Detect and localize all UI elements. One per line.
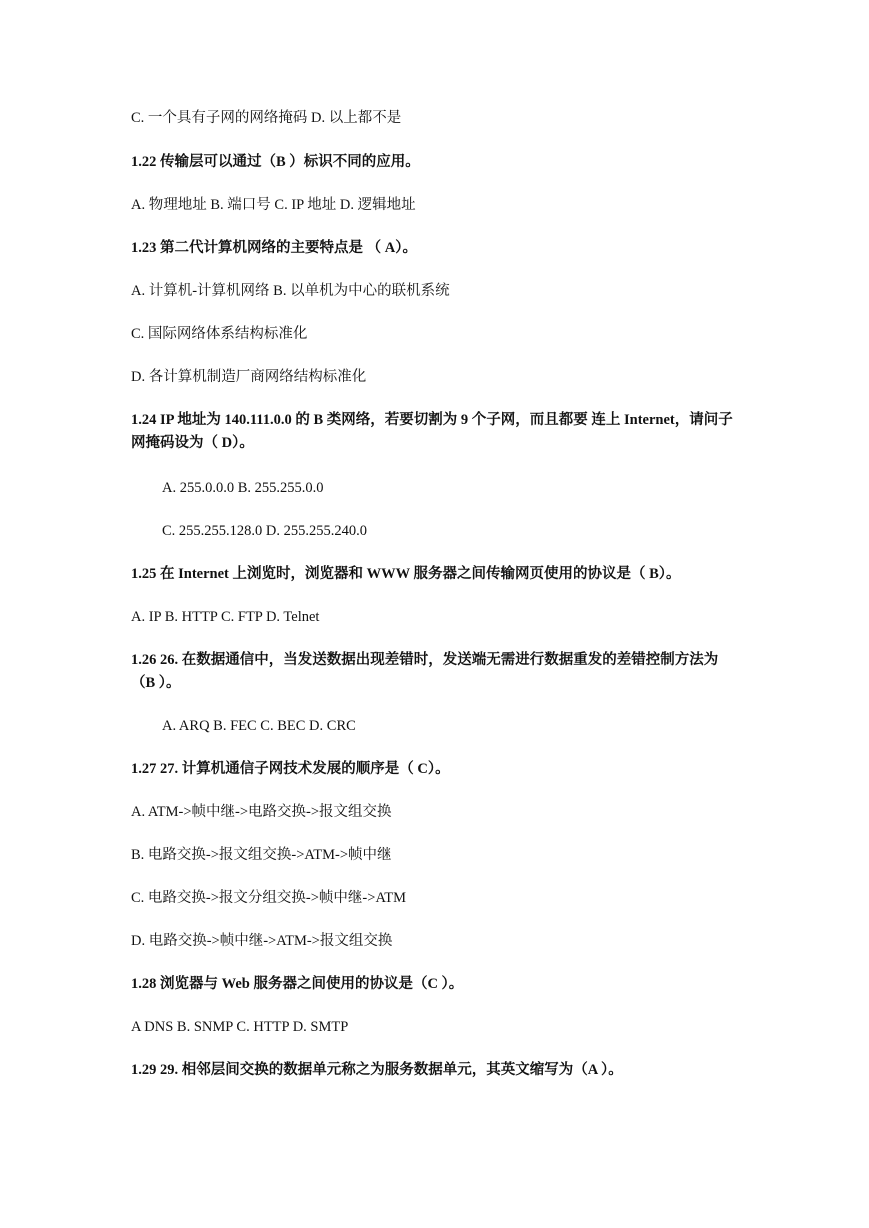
- question-1-26: 1.26 26. 在数据通信中，当发送数据出现差错时，发送端无需进行数据重发的差错控制方法为 （B ）。: [131, 652, 719, 691]
- option-1-27-d: D. 电路交换->帧中继->ATM->报文组交换: [131, 933, 393, 949]
- question-1-24: 1.24 IP 地址为 140.111.0.0 的 B 类网络，若要切割为 9 个子网，而且都要 连上 Internet，请问子网掩码设为（ D）。: [131, 412, 733, 451]
- question-1-23: 1.23 第二代计算机网络的主要特点是 （ A）。: [131, 240, 417, 256]
- question-1-27: 1.27 27. 计算机通信子网技术发展的顺序是（ C）。: [131, 761, 450, 777]
- question-1-29: 1.29 29. 相邻层间交换的数据单元称之为服务数据单元，其英文缩写为（A ）。: [131, 1062, 623, 1078]
- question-1-22: 1.22 传输层可以通过（B ）标识不同的应用。: [131, 154, 420, 170]
- option-1-24-ab: A. 255.0.0.0 B. 255.255.0.0: [162, 480, 324, 496]
- options-1-26: A. ARQ B. FEC C. BEC D. CRC: [162, 718, 356, 734]
- option-line: C. 一个具有子网的网络掩码 D. 以上都不是: [131, 110, 402, 126]
- options-1-22: A. 物理地址 B. 端口号 C. IP 地址 D. 逻辑地址: [131, 197, 416, 213]
- option-1-23-c: C. 国际网络体系结构标准化: [131, 326, 308, 342]
- question-1-28: 1.28 浏览器与 Web 服务器之间使用的协议是（C ）。: [131, 976, 464, 992]
- option-1-24-cd: C. 255.255.128.0 D. 255.255.240.0: [162, 523, 368, 539]
- option-1-27-c: C. 电路交换->报文分组交换->帧中继->ATM: [131, 890, 407, 906]
- question-1-25: 1.25 在 Internet 上浏览时，浏览器和 WWW 服务器之间传输网页使用的协议是（ B）。: [131, 566, 681, 582]
- option-1-27-b: B. 电路交换->报文组交换->ATM->帧中继: [131, 847, 392, 863]
- options-1-28: A DNS B. SNMP C. HTTP D. SMTP: [131, 1019, 349, 1035]
- option-1-23-ab: A. 计算机-计算机网络 B. 以单机为中心的联机系统: [131, 283, 450, 299]
- option-1-27-a: A. ATM->帧中继->电路交换->报文组交换: [131, 804, 392, 820]
- options-1-25: A. IP B. HTTP C. FTP D. Telnet: [131, 609, 320, 625]
- option-1-23-d: D. 各计算机制造厂商网络结构标准化: [131, 369, 367, 385]
